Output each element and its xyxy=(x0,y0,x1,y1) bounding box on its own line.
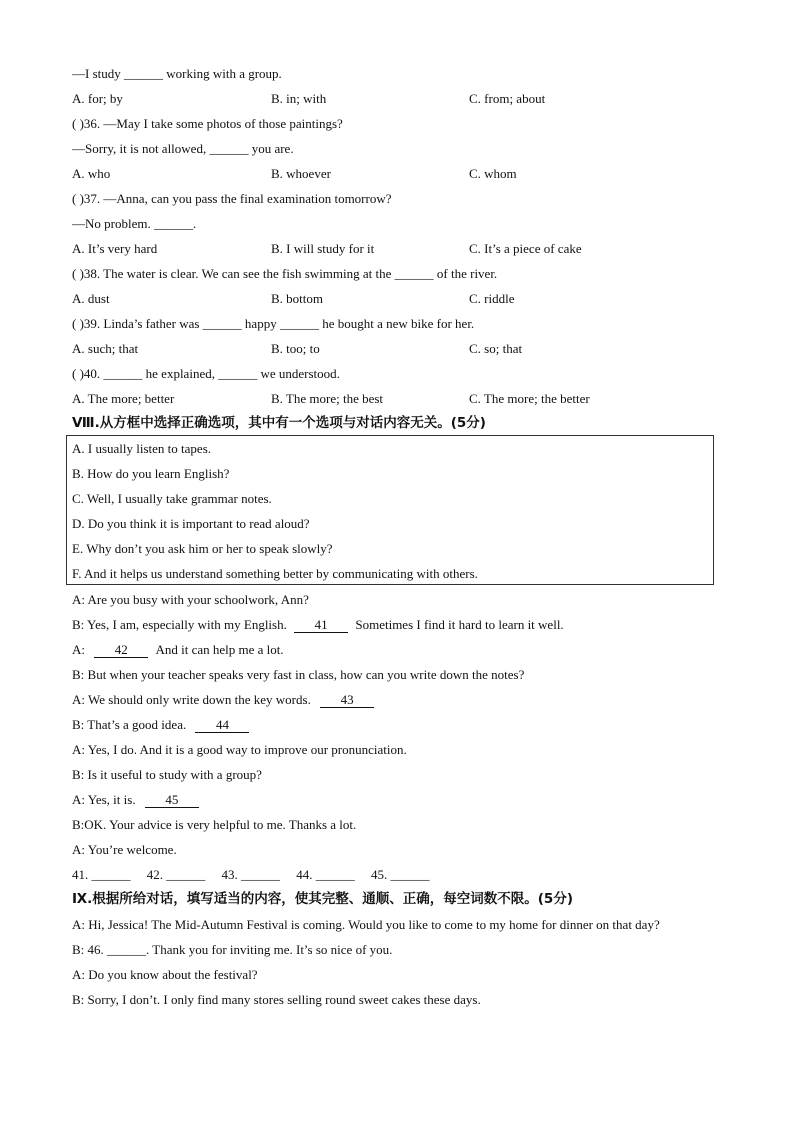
box-option-c: C. Well, I usually take grammar notes. xyxy=(72,491,272,506)
answer-blanks-line: 41. ______ 42. ______ 43. ______ 44. ______ 45. ______ xyxy=(72,867,430,882)
q39-option-c: C. so; that xyxy=(469,341,523,356)
q35-option-b: B. in; with xyxy=(271,91,327,106)
dialogue-line-3 xyxy=(72,642,284,658)
dialogue-line-4: B: But when your teacher speaks very fast in class, how can you write down the notes? xyxy=(72,667,525,682)
q36-stem: ( )36. —May I take some photos of those paintings? xyxy=(72,116,343,131)
section-9-line-4: B: Sorry, I don’t. I only find many stores selling round sweet cakes these days. xyxy=(72,992,481,1007)
q37-stem: ( )37. —Anna, can you pass the final examination tomorrow? xyxy=(72,191,392,206)
q35-option-a: A. for; by xyxy=(72,91,123,106)
section-9-line-3: A: Do you know about the festival? xyxy=(72,967,258,982)
section-9-heading: Ⅸ.根据所给对话，填写适当的内容，使其完整、通顺、正确，每空词数不限。(5分) xyxy=(72,891,573,907)
section-9-line-1: A: Hi, Jessica! The Mid-Autumn Festival is coming. Would you like to come to my home for dinner on that day? xyxy=(72,917,660,932)
blank-42: 42 xyxy=(94,643,148,658)
q36-option-c: C. whom xyxy=(469,166,517,181)
blank-41: 41 xyxy=(294,618,348,633)
q38-option-c: C. riddle xyxy=(469,291,515,306)
q36-option-b: B. whoever xyxy=(271,166,331,181)
dialogue-line-9-text: A: Yes, it is. xyxy=(72,792,136,807)
q38-stem: ( )38. The water is clear. We can see the fish swimming at the ______ of the river. xyxy=(72,266,498,281)
q40-option-b: B. The more; the best xyxy=(271,391,384,406)
dialogue-line-1: A: Are you busy with your schoolwork, Ann? xyxy=(72,592,309,607)
q40-stem: ( )40. ______ he explained, ______ we understood. xyxy=(72,366,340,381)
q40-option-c: C. The more; the better xyxy=(469,391,590,406)
q38-option-a: A. dust xyxy=(72,291,110,306)
q39-option-a: A. such; that xyxy=(72,341,139,356)
q37-response: —No problem. ______. xyxy=(72,216,197,231)
q37-option-b: B. I will study for it xyxy=(271,241,375,256)
q35-stem: —I study ______ working with a group. xyxy=(72,66,282,81)
dialogue-line-11: A: You’re welcome. xyxy=(72,842,177,857)
blank-45: 45 xyxy=(145,793,199,808)
options-box xyxy=(66,435,714,585)
dialogue-line-5 xyxy=(72,692,374,708)
box-option-d: D. Do you think it is important to read aloud? xyxy=(72,516,310,531)
dialogue-line-3-text: A: xyxy=(72,642,85,657)
dialogue-line-2 xyxy=(72,617,564,633)
dialogue-line-8: B: Is it useful to study with a group? xyxy=(72,767,262,782)
dialogue-line-2-text: B: Yes, I am, especially with my English. xyxy=(72,617,287,632)
q35-option-c: C. from; about xyxy=(469,91,546,106)
dialogue-line-6-text: B: That’s a good idea. xyxy=(72,717,187,732)
blank-44: 44 xyxy=(195,718,249,733)
q37-option-a: A. It’s very hard xyxy=(72,241,158,256)
blank-43: 43 xyxy=(320,693,374,708)
section-8-heading: Ⅷ.从方框中选择正确选项，其中有一个选项与对话内容无关。(5分) xyxy=(72,415,486,431)
dialogue-line-2-tail: Sometimes I find it hard to learn it well. xyxy=(355,617,564,632)
section-9-line-2: B: 46. ______. Thank you for inviting me. It’s so nice of you. xyxy=(72,942,393,957)
box-option-b: B. How do you learn English? xyxy=(72,466,230,481)
q39-stem: ( )39. Linda’s father was ______ happy ______ he bought a new bike for her. xyxy=(72,316,475,331)
dialogue-line-6 xyxy=(72,717,249,733)
dialogue-line-9 xyxy=(72,792,199,808)
dialogue-line-3-tail: And it can help me a lot. xyxy=(155,642,284,657)
q36-response: —Sorry, it is not allowed, ______ you are. xyxy=(72,141,294,156)
q38-option-b: B. bottom xyxy=(271,291,324,306)
dialogue-line-5-text: A: We should only write down the key words. xyxy=(72,692,311,707)
box-option-a: A. I usually listen to tapes. xyxy=(72,441,212,456)
dialogue-line-7: A: Yes, I do. And it is a good way to improve our pronunciation. xyxy=(72,742,407,757)
q37-option-c: C. It’s a piece of cake xyxy=(469,241,582,256)
q39-option-b: B. too; to xyxy=(271,341,320,356)
box-option-f: F. And it helps us understand something better by communicating with others. xyxy=(72,566,478,581)
box-option-e: E. Why don’t you ask him or her to speak slowly? xyxy=(72,541,333,556)
q36-option-a: A. who xyxy=(72,166,111,181)
dialogue-line-10: B:OK. Your advice is very helpful to me. Thanks a lot. xyxy=(72,817,357,832)
q40-option-a: A. The more; better xyxy=(72,391,175,406)
